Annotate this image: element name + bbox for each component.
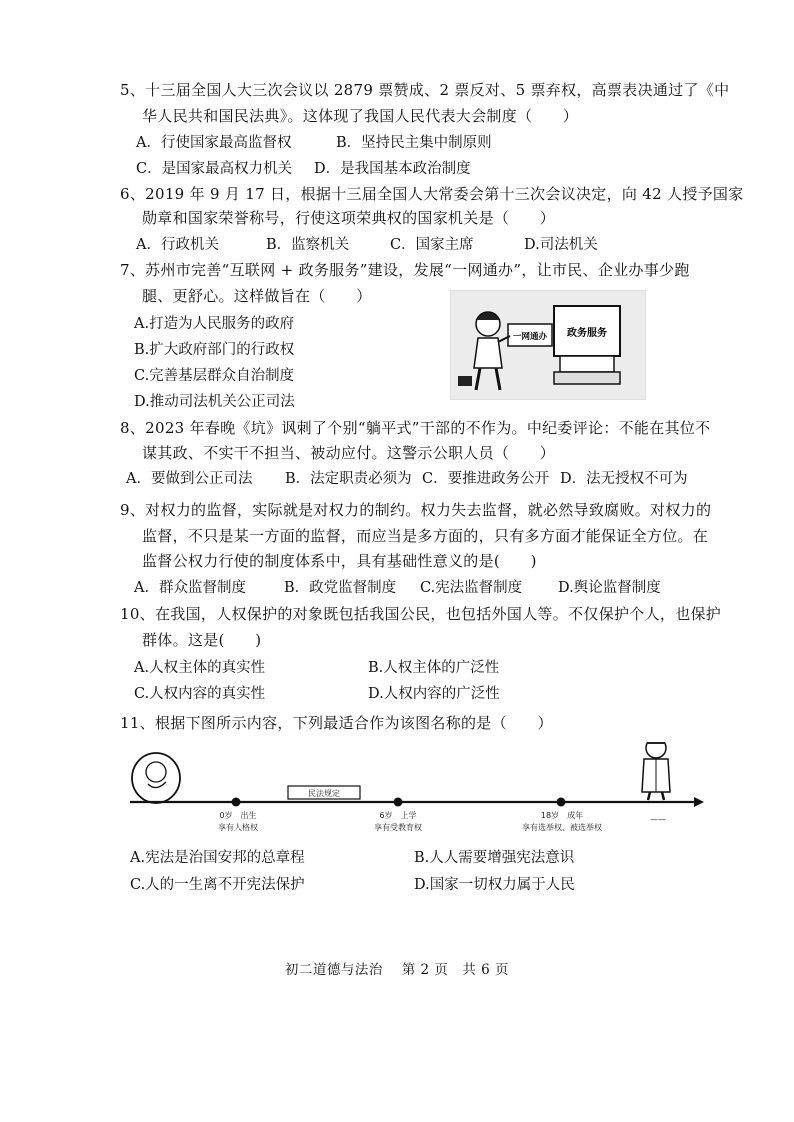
q10-stem-line1: 10、在我国，人权保护的对象既包括我国公民，也包括外国人等。不仅保护个人，也保护: [120, 605, 722, 623]
cartoon-briefcase: [458, 376, 472, 386]
q5-option-c: C．是国家最高权力机关: [136, 161, 293, 177]
timeline-point-school-age: 6岁 上学: [379, 811, 417, 820]
q6-option-d: D.司法机关: [524, 237, 598, 253]
q6-option-c: C．国家主席: [390, 237, 474, 253]
timeline-point-birth-right: 享有人格权: [218, 823, 258, 832]
timeline-point-school: [394, 798, 403, 807]
q11-option-d: D.国家一切权力属于人民: [414, 877, 575, 893]
timeline-point-birth: [232, 798, 241, 807]
q9-option-c: C.宪法监督制度: [420, 580, 523, 596]
q5-option-a: A．行使国家最高监督权: [136, 135, 292, 151]
q11-stem-line1: 11、根据下图所示内容，下列最适合作为该图名称的是（ ）: [120, 714, 553, 732]
q5-option-b: B．坚持民主集中制原则: [336, 135, 492, 151]
q10-option-d: D.人权内容的广泛性: [368, 686, 500, 702]
q8-stem-line1: 8、2023 年春晚《坑》讽刺了个别“躺平式”干部的不作为。中纪委评论：不能在其位不: [120, 419, 711, 437]
q7-option-b: B.扩大政府部门的行政权: [134, 342, 295, 358]
timeline-point-adult-age: 18岁 成年: [540, 811, 584, 820]
q8-option-b: B．法定职责必须为: [285, 471, 412, 487]
q11-option-b: B.人人需要增强宪法意识: [414, 850, 575, 866]
cartoon-sign-right: 政务服务: [567, 328, 607, 339]
q9-stem-line3: 监督公权力行使的制度体系中，具有基础性意义的是( ): [142, 552, 537, 570]
timeline-banner: 民法规定: [308, 789, 340, 798]
baby-circle: [132, 753, 180, 803]
q8-stem-line2: 谋其政、不实干不担当、被动应付。这警示公职人员（ ）: [142, 444, 556, 462]
q11-option-c: C.人的一生离不开宪法保护: [130, 877, 305, 893]
timeline-arrow-icon: [694, 797, 704, 807]
q10-option-c: C.人权内容的真实性: [134, 686, 266, 702]
q7-stem-line1: 7、苏州市完善“互联网 + 政务服务”建设，发展“一网通办”，让市民、企业办事少跑: [120, 261, 690, 279]
q7-stem-line2: 腿、更舒心。这样做旨在（ ）: [142, 287, 372, 305]
q7-option-d: D.推动司法机关公正司法: [134, 394, 295, 410]
q11-lifeline-diagram: [126, 742, 706, 842]
timeline-point-birth-age: 0岁 出生: [219, 811, 257, 820]
q10-option-a: A.人权主体的真实性: [134, 660, 266, 676]
q9-option-b: B．政党监督制度: [284, 580, 397, 596]
q5-stem-line2: 华人民共和国民法典》。这体现了我国人民代表大会制度（ ）: [142, 107, 579, 125]
q6-stem-line1: 6、2019 年 9 月 17 日，根据十三届全国人大常委会第十三次会议决定，向 42 人授予国家: [120, 185, 744, 203]
q6-stem-line2: 勋章和国家荣誉称号，行使这项荣典权的国家机关是（ ）: [142, 209, 556, 227]
q6-option-a: A．行政机关: [136, 237, 219, 253]
cartoon-person-body: [474, 338, 502, 368]
timeline-point-school-right: 享有受教育权: [374, 823, 422, 832]
q7-cartoon-illustration: [450, 290, 646, 400]
baby-icon: [146, 762, 166, 782]
timeline-end-mark: ——: [650, 815, 666, 824]
q8-option-a: A．要做到公正司法: [126, 471, 253, 487]
q10-option-b: B.人权主体的广泛性: [368, 660, 500, 676]
q5-option-d: D．是我国基本政治制度: [314, 161, 471, 177]
q11-option-a: A.宪法是治国安邦的总章程: [130, 850, 305, 866]
q8-option-c: C．要推进政务公开: [422, 471, 550, 487]
q7-option-a: A.打造为人民服务的政府: [134, 316, 295, 332]
q10-stem-line2: 群体。这是( ): [142, 631, 262, 649]
q9-stem-line2: 监督，不只是某一方面的监督，而应当是多方面的，只有多方面才能保证全方位。在: [142, 527, 709, 545]
timeline-point-adult-right: 享有选举权、被选举权: [522, 823, 602, 832]
adult-figure-head: [646, 742, 666, 758]
cartoon-sign-left: 一网通办: [512, 332, 548, 342]
q5-stem-line1: 5、十三届全国人大三次会议以 2879 票赞成、2 票反对、5 票弃权，高票表决通过了《中: [120, 81, 730, 99]
q9-option-a: A．群众监督制度: [134, 580, 246, 596]
q7-option-c: C.完善基层群众自治制度: [134, 368, 295, 384]
timeline-point-adult: [557, 798, 566, 807]
q6-option-b: B．监察机关: [266, 237, 350, 253]
page-footer: 初二道德与法治 第 2 页 共 6 页: [284, 962, 510, 978]
q9-option-d: D.舆论监督制度: [558, 580, 661, 596]
q9-stem-line1: 9、对权力的监督，实际就是对权力的制约。权力失去监督，就必然导致腐败。对权力的: [120, 501, 712, 519]
q8-option-d: D．法无授权不可为: [560, 471, 688, 487]
